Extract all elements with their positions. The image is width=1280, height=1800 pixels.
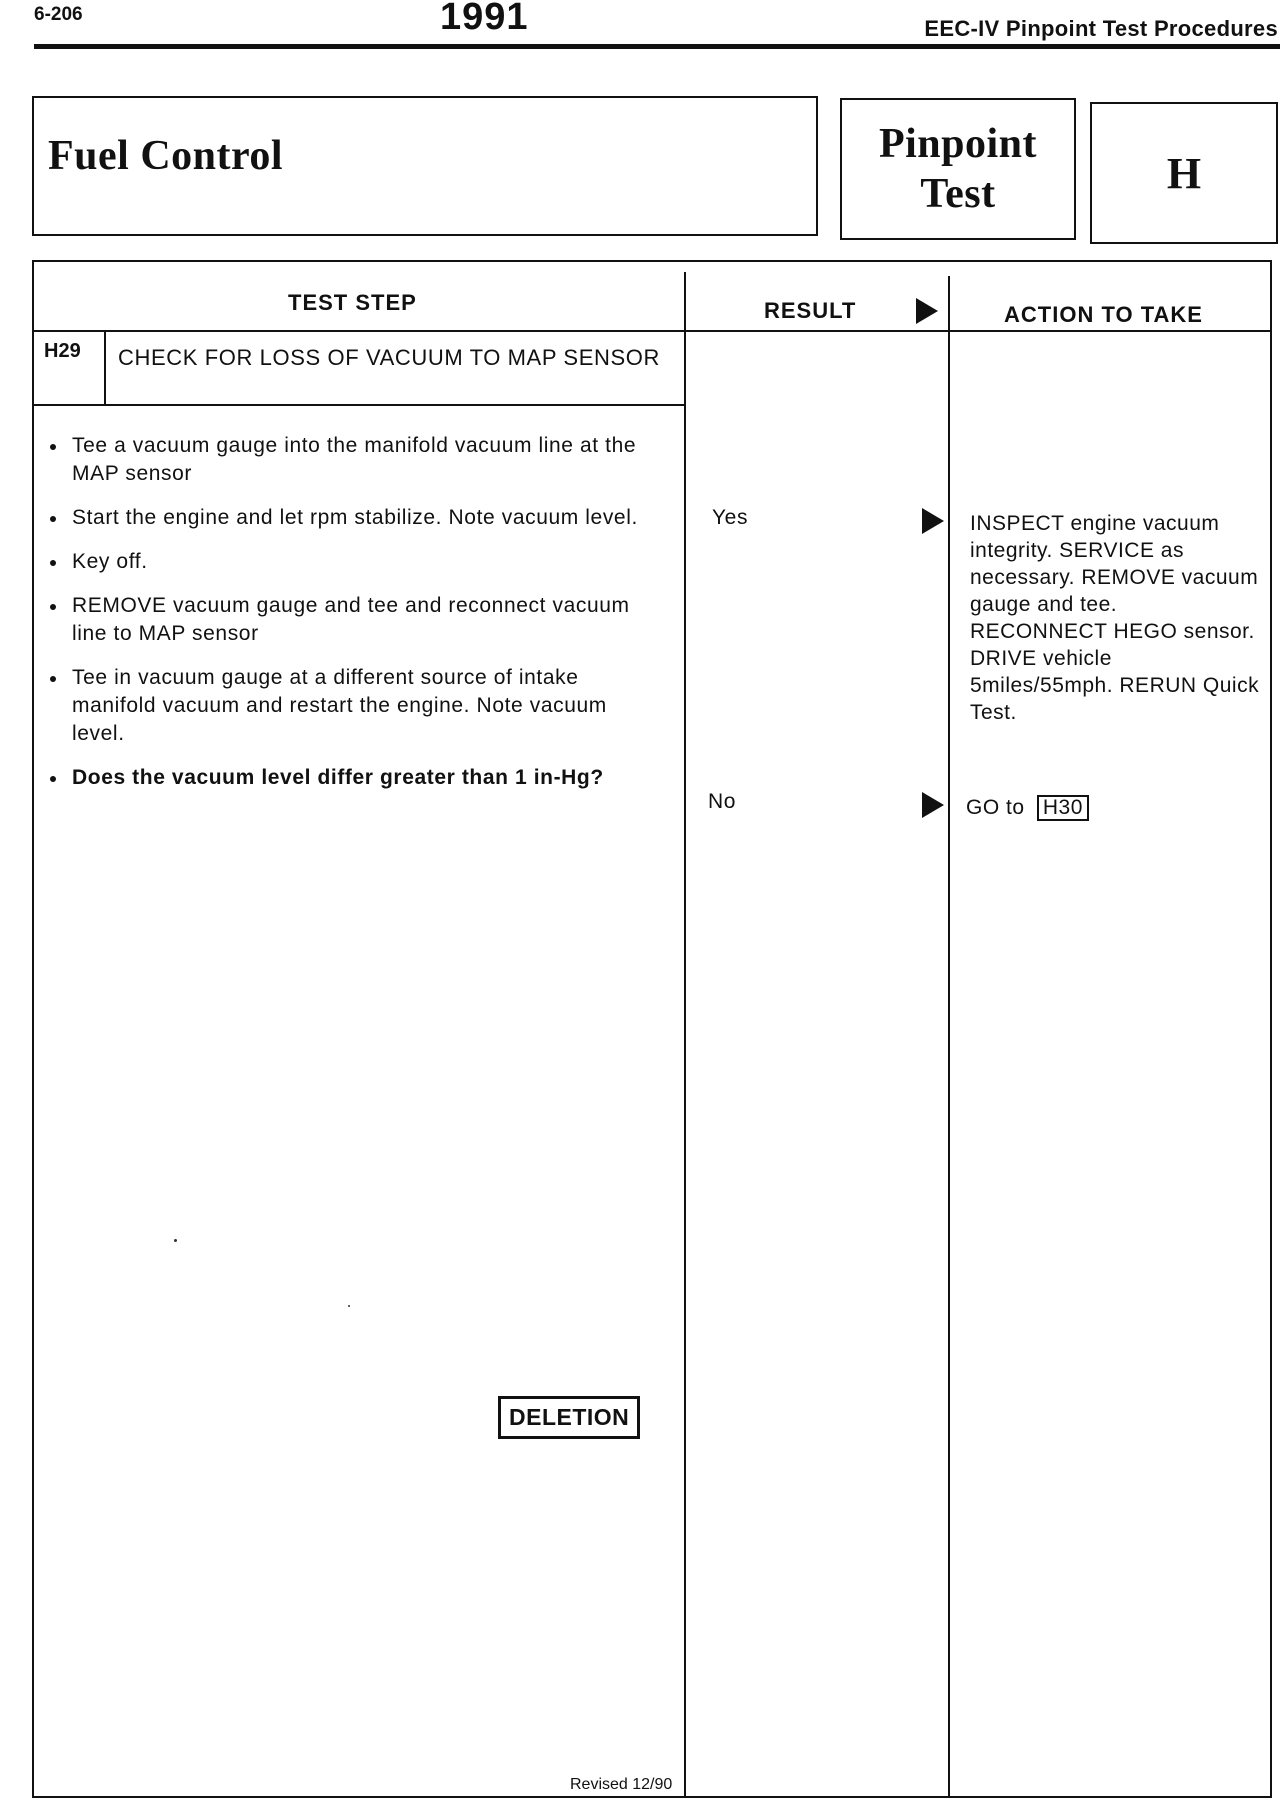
result-yes: Yes xyxy=(712,506,749,529)
divider-test-result xyxy=(684,272,686,1797)
step-reference-h30[interactable]: H30 xyxy=(1037,795,1089,821)
instruction-item: Key off. xyxy=(46,548,646,576)
section-title: Fuel Control xyxy=(48,133,284,179)
result-arrow-icon xyxy=(922,792,944,818)
column-header-action: ACTION TO TAKE xyxy=(1004,302,1203,327)
header-row-rule xyxy=(32,330,1272,332)
action-no-prefix: GO to xyxy=(966,796,1031,819)
deletion-stamp: DELETION xyxy=(498,1396,640,1439)
action-yes: INSPECT engine vacuum integrity. SERVICE as necessary. REMOVE vacuum gauge and tee. RECONNECT HEGO sensor. DRIVE vehicle 5miles/55mph. RERUN Quick Test. xyxy=(970,512,1260,724)
step-id: H29 xyxy=(44,340,81,362)
result-arrow-icon xyxy=(916,298,938,324)
test-type-line1: Pinpoint xyxy=(878,121,1038,167)
test-letter-box xyxy=(1090,102,1278,244)
header-rule xyxy=(34,44,1280,49)
instruction-item: Start the engine and let rpm stabilize. Note vacuum level. xyxy=(46,504,646,532)
divider-result-action xyxy=(948,276,950,1797)
column-header-result: RESULT xyxy=(764,298,857,323)
instruction-item: Tee a vacuum gauge into the manifold vacuum line at the MAP sensor xyxy=(46,432,646,488)
section-title-box xyxy=(32,96,818,236)
page-number: 6-206 xyxy=(34,4,83,25)
scan-speck xyxy=(174,1239,177,1242)
result-arrow-icon xyxy=(922,508,944,534)
instruction-question: Does the vacuum level differ greater than 1 in-Hg? xyxy=(46,764,646,792)
step-id-divider xyxy=(104,332,106,404)
document-year: 1991 xyxy=(440,0,529,38)
scan-speck xyxy=(348,1305,350,1307)
test-step-instructions xyxy=(46,432,646,808)
revision-note: Revised 12/90 xyxy=(570,1776,673,1793)
column-header-test-step: TEST STEP xyxy=(288,290,417,315)
test-letter: H xyxy=(1166,148,1202,198)
test-type-label xyxy=(879,119,1037,219)
test-type-box xyxy=(840,98,1076,240)
instruction-item: Tee in vacuum gauge at a different source of intake manifold vacuum and restart the engine. Note vacuum level. xyxy=(46,664,646,748)
step-title: CHECK FOR LOSS OF VACUUM TO MAP SENSOR xyxy=(118,345,660,370)
instruction-item: REMOVE vacuum gauge and tee and reconnect vacuum line to MAP sensor xyxy=(46,592,646,648)
test-type-line2: Test xyxy=(920,171,996,217)
manual-title: EEC-IV Pinpoint Test Procedures xyxy=(924,16,1278,41)
result-no: No xyxy=(708,790,737,813)
action-no xyxy=(966,794,1089,821)
step-title-rule xyxy=(32,404,686,406)
